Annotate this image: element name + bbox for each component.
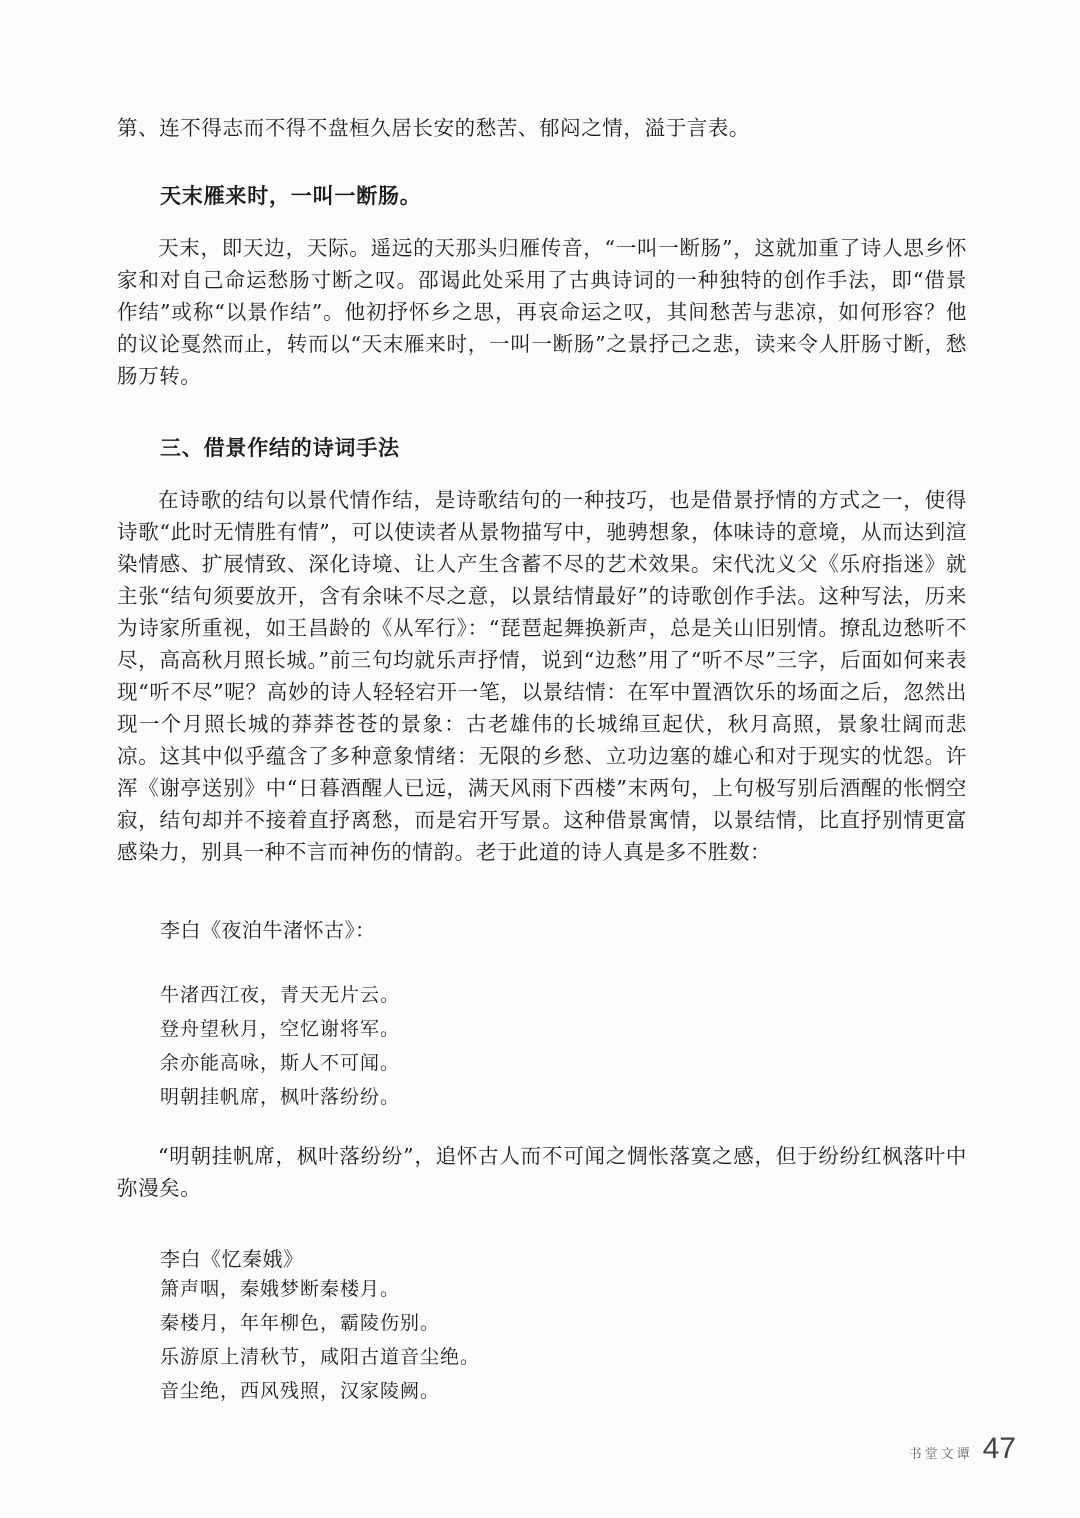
paragraph-commentary: “明朝挂帆席，枫叶落纷纷”，追怀古人而不可闻之惆怅落寞之感，但于纷纷红枫落叶中弥漫矣。: [117, 1144, 967, 1200]
poem-line: 牛渚西江夜，青天无片云。: [160, 984, 401, 1006]
poem-line: 音尘绝，西风残照，汉家陵阙。: [160, 1380, 441, 1402]
section-subheading: 天末雁来时，一叫一断肠。: [160, 183, 422, 208]
publication-title: 书堂文谭: [908, 1447, 973, 1462]
page-footer: [909, 1432, 1016, 1466]
poem-line: 乐游原上清秋节，咸阳古道音尘绝。: [160, 1346, 481, 1368]
paragraph-explanation: 天末，即天边，天际。遥远的天那头归雁传音，“一叫一断肠”，这就加重了诗人思乡怀家和对自己命运愁肠寸断之叹。邵谒此处采用了古典诗词的一种独特的创作手法，即“借景作结”或称“以景作结”。他初抒怀乡之思，再哀命运之叹，其间愁苦与悲凉，如何形容？他的议论戛然而止，转而以“天末雁来时，一叫一断肠”之景抒己之悲，读来令人肝肠寸断，愁肠万转。: [117, 236, 967, 388]
paragraph-technique: 在诗歌的结句以景代情作结，是诗歌结句的一种技巧，也是借景抒情的方式之一，使得诗歌“此时无情胜有情”，可以使读者从景物描写中，驰骋想象，体味诗的意境，从而达到渲染情感、扩展情致、深化诗境、让人产生含蓄不尽的艺术效果。宋代沈义父《乐府指迷》就主张“结句须要放开，含有余味不尽之意，以景结情最好”的诗歌创作手法。这种写法，历来为诗家所重视，如王昌龄的《从军行》：“琵琶起舞换新声，总是关山旧别情。撩乱边愁听不尽，高高秋月照长城。”前三句均就乐声抒情，说到“边愁”用了“听不尽”三字，后面如何来表现“听不尽”呢？高妙的诗人轻轻宕开一笔，以景结情：在军中置酒饮乐的场面之后，忽然出现一个月照长城的莽莽苍苍的景象：古老雄伟的长城绵亘起伏，秋月高照，景象壮阔而悲凉。这其中似乎蕴含了多种意象情绪：无限的乡愁、立功边塞的雄心和对于现实的忧怨。许浑《谢亭送别》中“日暮酒醒人已远，满天风雨下西楼”末两句，上句极写别后酒醒的怅惘空寂，结句却并不接着直抒离愁，而是宕开写景。这种借景寓情，以景结情，比直抒别情更富感染力，别具一种不言而神伤的情韵。老于此道的诗人真是多不胜数：: [117, 488, 967, 864]
poem-line: 余亦能高咏，斯人不可闻。: [160, 1052, 401, 1074]
poem-lines-2: [160, 1272, 480, 1408]
paragraph-continuation: 第、连不得志而不得不盘桓久居长安的愁苦、郁闷之情，溢于言表。: [117, 116, 750, 140]
poem-line: 登舟望秋月，空忆谢将军。: [160, 1018, 401, 1040]
poem-line: 秦楼月，年年柳色，霸陵伤别。: [160, 1312, 441, 1334]
poem-title-intro: 李白《忆秦娥》: [160, 1247, 304, 1271]
poem-lines-1: [160, 978, 400, 1114]
section-heading: 三、借景作结的诗词手法: [160, 435, 400, 460]
poem-title-intro: 李白《夜泊牛渚怀古》：: [160, 918, 376, 942]
poem-line: 明朝挂帆席，枫叶落纷纷。: [160, 1086, 401, 1108]
page-number: 47: [982, 1432, 1016, 1465]
poem-line: 箫声咽，秦娥梦断秦楼月。: [160, 1278, 401, 1300]
